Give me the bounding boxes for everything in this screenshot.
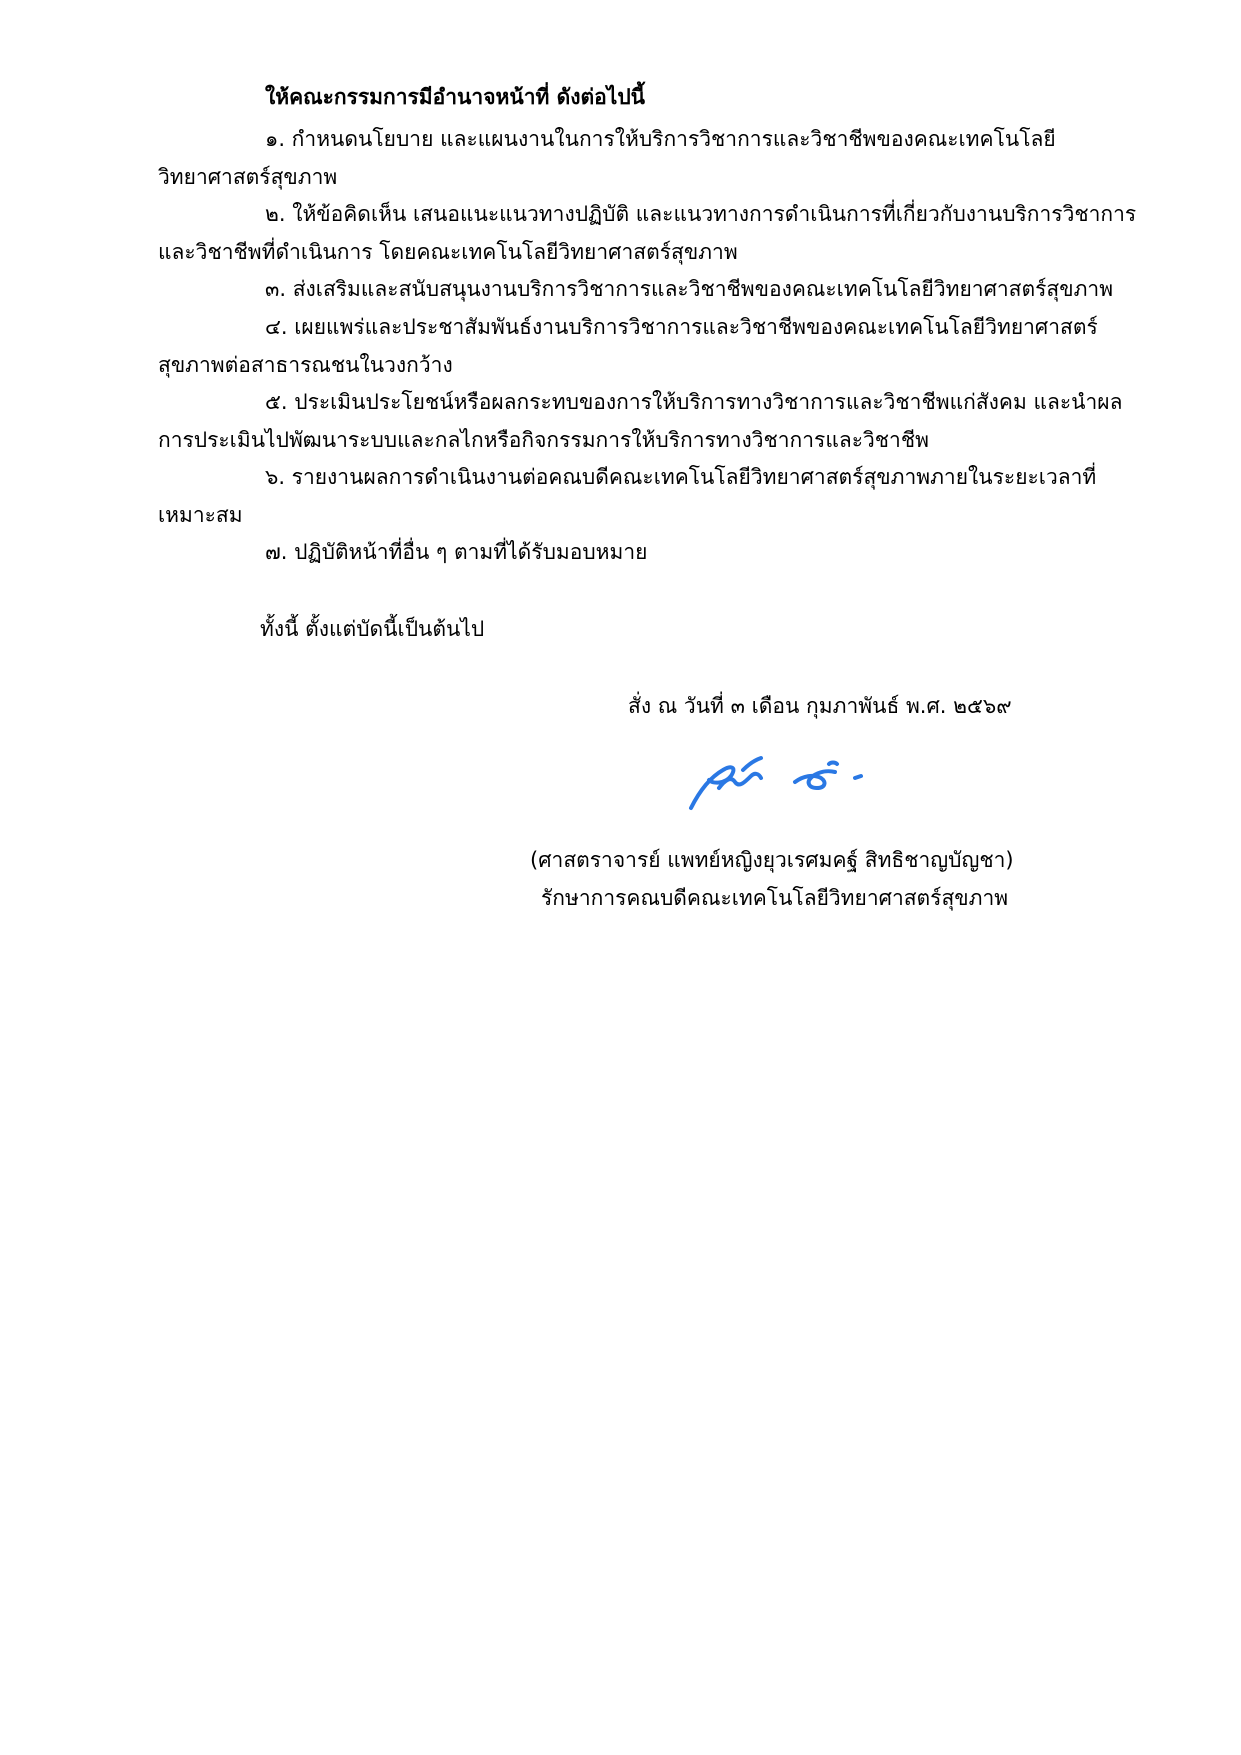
signature-image [685, 748, 885, 818]
duty-5-line-2: การประเมินไปพัฒนาระบบและกลไกหรือกิจกรรมการให้บริการทางวิชาการและวิชาชีพ [158, 428, 929, 452]
duty-6-line-2: เหมาะสม [158, 503, 243, 527]
duty-7-line-1: ๗. ปฏิบัติหน้าที่อื่น ๆ ตามที่ได้รับมอบหมาย [265, 540, 648, 564]
duties-heading: ให้คณะกรรมการมีอำนาจหน้าที่ ดังต่อไปนี้ [265, 85, 646, 109]
duty-1-line-1: ๑. กำหนดนโยบาย และแผนงานในการให้บริการวิชาการและวิชาชีพของคณะเทคโนโลยี [265, 127, 1056, 151]
effective-statement: ทั้งนี้ ตั้งแต่บัดนี้เป็นต้นไป [260, 617, 485, 641]
duty-4-line-2: สุขภาพต่อสาธารณชนในวงกว้าง [158, 353, 453, 377]
signer-title: รักษาการคณบดีคณะเทคโนโลยีวิทยาศาสตร์สุขภาพ [541, 886, 1009, 910]
duty-6-line-1: ๖. รายงานผลการดำเนินงานต่อคณบดีคณะเทคโนโลยีวิทยาศาสตร์สุขภาพภายในระยะเวลาที่ [265, 465, 1097, 489]
duty-5-line-1: ๕. ประเมินประโยชน์หรือผลกระทบของการให้บริการทางวิชาการและวิชาชีพแก่สังคม และนำผล [265, 390, 1123, 414]
duty-1-line-2: วิทยาศาสตร์สุขภาพ [158, 165, 338, 189]
signer-name: (ศาสตราจารย์ แพทย์หญิงยุวเรศมคฐ์ สิทธิชาญบัญชา) [530, 848, 1014, 872]
duty-2-line-1: ๒. ให้ข้อคิดเห็น เสนอแนะแนวทางปฏิบัติ และแนวทางการดำเนินการที่เกี่ยวกับงานบริการวิชาการ [265, 202, 1137, 226]
duty-2-line-2: และวิชาชีพที่ดำเนินการ โดยคณะเทคโนโลยีวิทยาศาสตร์สุขภาพ [158, 240, 738, 264]
duty-3-line-1: ๓. ส่งเสริมและสนับสนุนงานบริการวิชาการและวิชาชีพของคณะเทคโนโลยีวิทยาศาสตร์สุขภาพ [265, 277, 1114, 301]
order-date: สั่ง ณ วันที่ ๓ เดือน กุมภาพันธ์ พ.ศ. ๒๕๖๙ [628, 694, 1012, 718]
duty-4-line-1: ๔. เผยแพร่และประชาสัมพันธ์งานบริการวิชาการและวิชาชีพของคณะเทคโนโลยีวิทยาศาสตร์ [265, 315, 1098, 339]
